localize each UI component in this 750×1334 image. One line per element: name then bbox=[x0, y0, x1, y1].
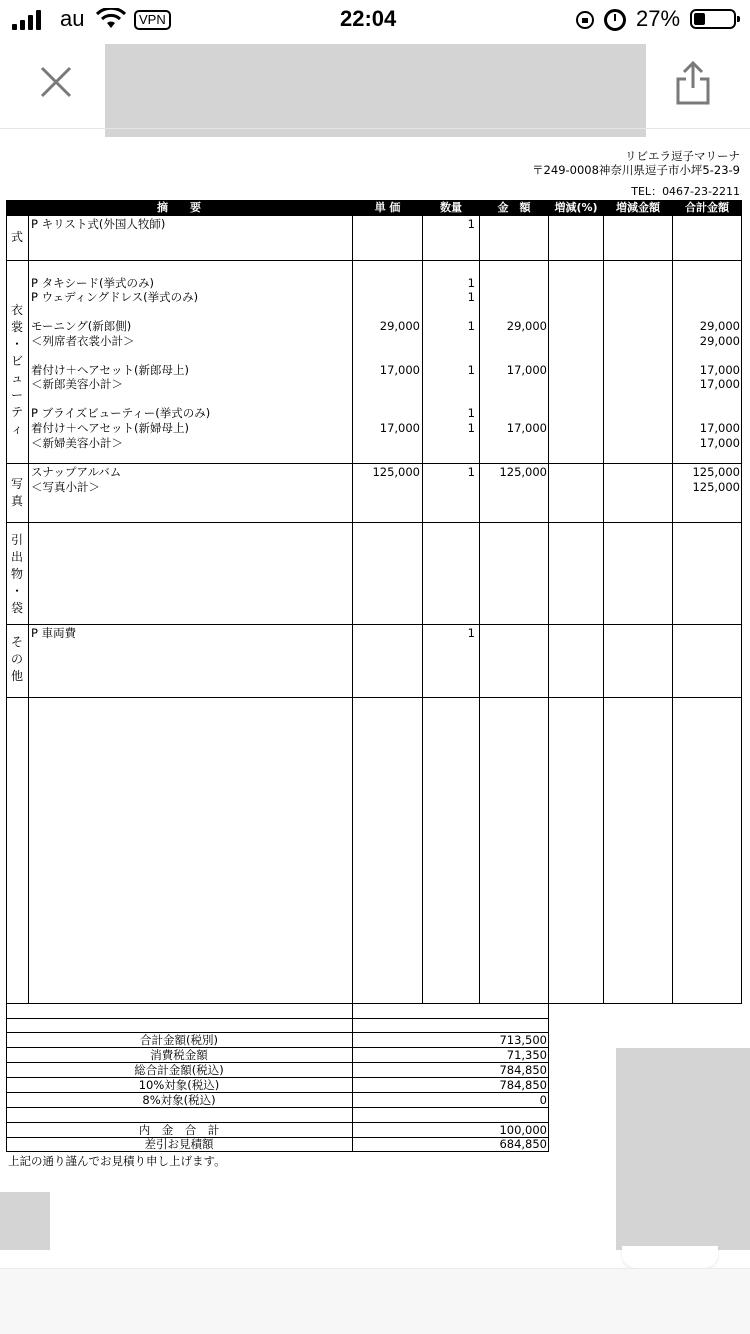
header-item: 摘 要 bbox=[6, 201, 352, 215]
section-label-other: そ の 他 bbox=[10, 635, 23, 683]
line-item-total: 125,000 bbox=[692, 465, 740, 479]
line-item-qty: 1 bbox=[467, 363, 475, 377]
table-border-header bbox=[6, 215, 742, 216]
table-border-top bbox=[6, 200, 742, 201]
line-item-name: P 車両費 bbox=[31, 626, 77, 640]
table-border-bottom bbox=[6, 1003, 742, 1004]
line-item-price: 17,000 bbox=[379, 421, 420, 435]
line-item-total: 29,000 bbox=[699, 319, 740, 333]
section-sep bbox=[6, 522, 742, 523]
line-item-qty: 1 bbox=[467, 421, 475, 435]
nav-divider bbox=[0, 128, 750, 129]
clock: 22:04 bbox=[340, 6, 397, 31]
header-total: 合計金額 bbox=[673, 201, 741, 215]
section-label-gifts: 引 出 物 ・ 袋 bbox=[10, 533, 23, 615]
line-item-qty: 1 bbox=[467, 319, 475, 333]
summary-line bbox=[6, 1151, 549, 1152]
line-item-price: 17,000 bbox=[379, 363, 420, 377]
col-sep-section bbox=[28, 215, 29, 1004]
header-amount: 金 額 bbox=[480, 201, 548, 215]
line-item-qty: 1 bbox=[467, 626, 475, 640]
line-item-name: モーニング(新郎側) bbox=[31, 319, 132, 333]
summary-value: 100,000 bbox=[499, 1123, 547, 1137]
section-sep bbox=[6, 697, 742, 698]
summary-line bbox=[6, 1018, 549, 1019]
header-quantity: 数量 bbox=[423, 201, 479, 215]
line-item-total: 17,000 bbox=[699, 363, 740, 377]
redacted-block bbox=[0, 1192, 50, 1250]
summary-value: 71,350 bbox=[506, 1048, 547, 1062]
section-sep bbox=[6, 624, 742, 625]
summary-label: 総合計金額(税込) bbox=[134, 1063, 224, 1077]
header-unit-price: 単 価 bbox=[353, 201, 422, 215]
redacted-stamp bbox=[616, 1048, 750, 1250]
summary-value: 684,850 bbox=[499, 1137, 547, 1151]
section-sep bbox=[6, 463, 742, 464]
floating-pill[interactable] bbox=[622, 1246, 718, 1268]
line-item-total: 17,000 bbox=[699, 436, 740, 450]
share-icon[interactable] bbox=[672, 60, 714, 106]
summary-label: 内 金 合 計 bbox=[138, 1123, 220, 1137]
line-item-qty: 1 bbox=[467, 465, 475, 479]
alarm-icon bbox=[604, 9, 626, 31]
wifi-icon bbox=[96, 8, 126, 34]
line-item-name: P キリスト式(外国人牧師) bbox=[31, 217, 166, 231]
line-item-name: ＜新郎美容小計＞ bbox=[31, 377, 123, 391]
battery-icon bbox=[690, 9, 736, 29]
summary-label: 10%対象(税込) bbox=[138, 1078, 220, 1092]
line-item-name: ＜新婦美容小計＞ bbox=[31, 436, 123, 450]
table-border-left bbox=[6, 200, 7, 1152]
bottom-toolbar bbox=[0, 1269, 750, 1334]
section-label-photo: 写 真 bbox=[10, 477, 23, 508]
section-label-costume: 衣 裳 ・ ビ ュ ー テ ィ bbox=[10, 303, 23, 436]
line-item-total: 29,000 bbox=[699, 334, 740, 348]
summary-label: 合計金額(税別) bbox=[140, 1033, 218, 1047]
company-name: リビエラ逗子マリーナ bbox=[625, 149, 740, 163]
line-item-qty: 1 bbox=[467, 217, 475, 231]
col-sep-change-pct bbox=[548, 200, 549, 1152]
close-icon[interactable] bbox=[36, 62, 76, 102]
table-border-right bbox=[741, 200, 742, 1004]
vpn-badge: VPN bbox=[134, 10, 171, 30]
col-sep-price bbox=[352, 200, 353, 1152]
summary-label: 8%対象(税込) bbox=[142, 1093, 216, 1107]
line-item-amount: 29,000 bbox=[506, 319, 547, 333]
carrier-label: au bbox=[60, 6, 85, 31]
line-item-name: P タキシード(挙式のみ) bbox=[31, 276, 154, 290]
line-item-price: 125,000 bbox=[372, 465, 420, 479]
line-item-total: 17,000 bbox=[699, 421, 740, 435]
line-item-total: 125,000 bbox=[692, 480, 740, 494]
summary-value: 0 bbox=[539, 1093, 547, 1107]
summary-value: 713,500 bbox=[499, 1033, 547, 1047]
line-item-name: P ブライズビューティー(挙式のみ) bbox=[31, 406, 211, 420]
line-item-total: 17,000 bbox=[699, 377, 740, 391]
summary-label: 消費税金額 bbox=[150, 1048, 208, 1062]
summary-value: 784,850 bbox=[499, 1063, 547, 1077]
line-item-amount: 17,000 bbox=[506, 421, 547, 435]
line-item-amount: 17,000 bbox=[506, 363, 547, 377]
col-sep-total bbox=[672, 200, 673, 1004]
company-address: 〒249-0008神奈川県逗子市小坪5-23-9 bbox=[532, 163, 740, 177]
line-item-name: スナップアルバム bbox=[31, 465, 122, 479]
line-item-qty: 1 bbox=[467, 290, 475, 304]
line-item-qty: 1 bbox=[467, 406, 475, 420]
section-sep bbox=[6, 260, 742, 261]
redacted-title bbox=[105, 44, 646, 137]
header-change-pct: 増減(%) bbox=[549, 201, 603, 215]
col-sep-change-amount bbox=[603, 200, 604, 1004]
summary-label: 差引お見積額 bbox=[144, 1137, 214, 1151]
line-item-name: P ウェディングドレス(挙式のみ) bbox=[31, 290, 199, 304]
line-item-price: 29,000 bbox=[379, 319, 420, 333]
battery-percent: 27% bbox=[636, 6, 681, 31]
line-item-name: 着付け＋ヘアセット(新郎母上) bbox=[31, 363, 190, 377]
line-item-name: ＜写真小計＞ bbox=[31, 480, 100, 494]
header-change-amount: 増減金額 bbox=[604, 201, 672, 215]
line-item-name: ＜列席者衣裳小計＞ bbox=[31, 334, 135, 348]
line-item-amount: 125,000 bbox=[499, 465, 547, 479]
company-tel: TEL：0467-23-2211 bbox=[631, 185, 740, 198]
line-item-qty: 1 bbox=[467, 276, 475, 290]
col-sep-amount bbox=[479, 200, 480, 1004]
signal-icon bbox=[12, 10, 48, 30]
summary-value: 784,850 bbox=[499, 1078, 547, 1092]
orientation-lock-icon bbox=[576, 11, 594, 29]
section-label-ceremony: 式 bbox=[10, 230, 23, 244]
line-item-name: 着付け＋ヘアセット(新婦母上) bbox=[31, 421, 190, 435]
summary-line bbox=[6, 1107, 549, 1108]
footer-note: 上記の通り謹んでお見積り申し上げます。 bbox=[8, 1154, 226, 1168]
col-sep-qty bbox=[422, 200, 423, 1004]
